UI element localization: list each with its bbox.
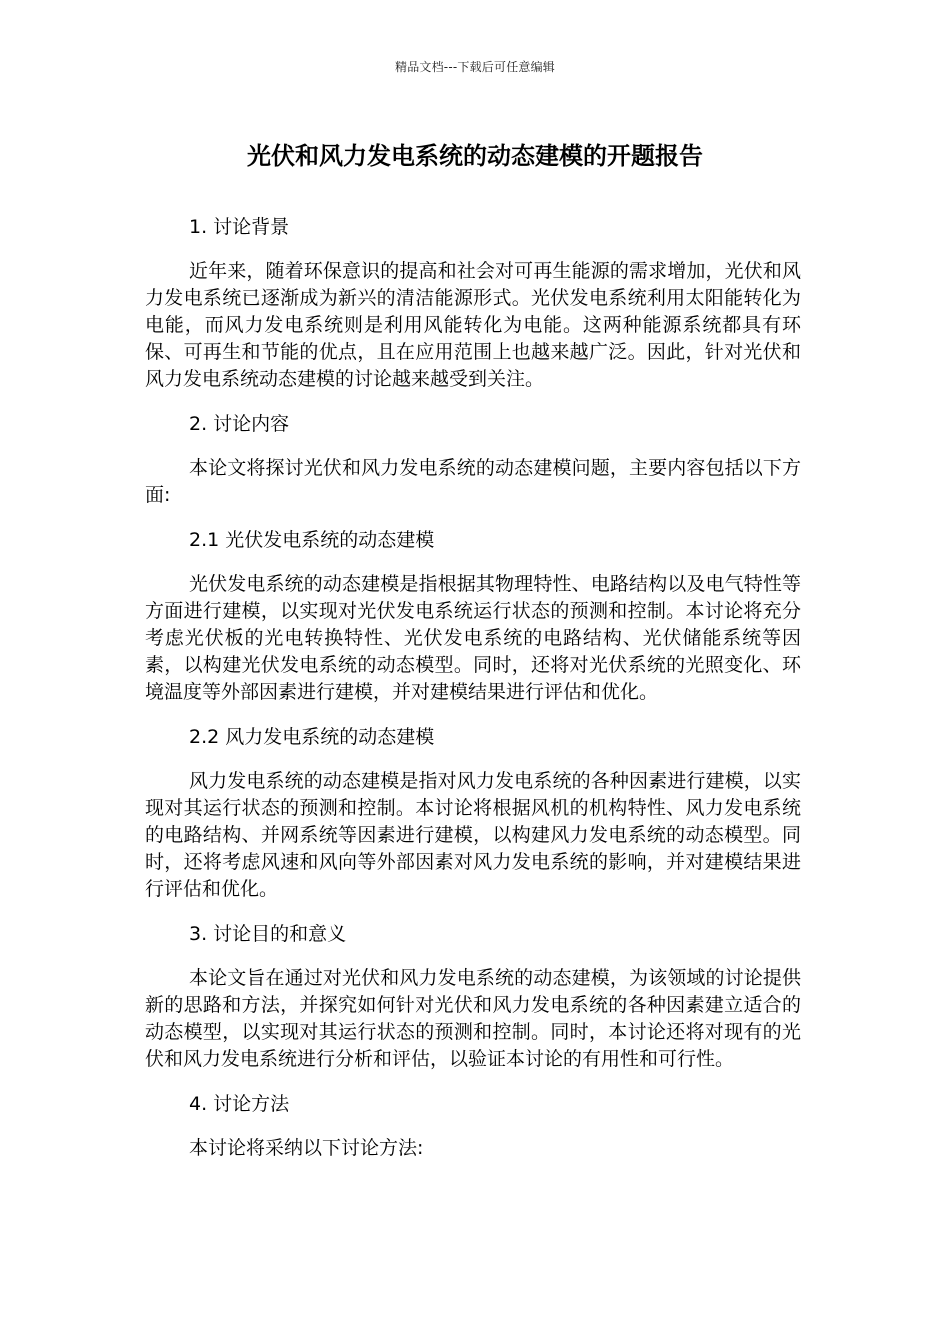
document-title: 光伏和风力发电系统的动态建模的开题报告: [247, 142, 703, 170]
section-paragraph-purpose: 本论文旨在通过对光伏和风力发电系统的动态建模，为该领域的讨论提供新的思路和方法，并探究如何针对光伏和风力发电系统的各种因素建立适合的动态模型，以实现对其运行状态的预测和控制。同时，本讨论还将对现有的光伏和风力发电系统进行分析和评估，以验证本讨论的有用性和可行性。: [145, 967, 801, 1070]
section-paragraph-background: 近年来，随着环保意识的提高和社会对可再生能源的需求增加，光伏和风力发电系统已逐渐成为新兴的清洁能源形式。光伏发电系统利用太阳能转化为电能，而风力发电系统则是利用风能转化为电能。这两种能源系统都具有环保、可再生和节能的优点，且在应用范围上也越来越广泛。因此，针对光伏和风力发电系统动态建模的讨论越来越受到关注。: [145, 260, 801, 390]
section-paragraph-content: 本论文将探讨光伏和风力发电系统的动态建模问题，主要内容包括以下方面:: [145, 457, 801, 506]
section-paragraph-methods: 本讨论将采纳以下讨论方法:: [189, 1137, 424, 1159]
section-heading-content: 2. 讨论内容: [189, 413, 290, 435]
document-body: [145, 214, 801, 1162]
section-heading-purpose: 3. 讨论目的和意义: [189, 923, 347, 945]
subsection-paragraph-pv-modeling: 光伏发电系统的动态建模是指根据其物理特性、电路结构以及电气特性等方面进行建模，以实现对光伏发电系统运行状态的预测和控制。本讨论将充分考虑光伏板的光电转换特性、光伏发电系统的电路结构、光伏储能系统等因素，以构建光伏发电系统的动态模型。同时，还将对光伏系统的光照变化、环境温度等外部因素进行建模，并对建模结果进行评估和优化。: [145, 573, 801, 703]
subsection-heading-pv-modeling: 2.1 光伏发电系统的动态建模: [189, 529, 435, 551]
section-heading-methods: 4. 讨论方法: [189, 1093, 290, 1115]
subsection-heading-wind-modeling: 2.2 风力发电系统的动态建模: [189, 726, 435, 748]
header-note: 精品文档---下载后可任意编辑: [395, 60, 555, 74]
section-heading-background: 1. 讨论背景: [189, 216, 290, 238]
subsection-paragraph-wind-modeling: 风力发电系统的动态建模是指对风力发电系统的各种因素进行建模，以实现对其运行状态的预测和控制。本讨论将根据风机的机构特性、风力发电系统的电路结构、并网系统等因素进行建模，以构建风力发电系统的动态模型。同时，还将考虑风速和风向等外部因素对风力发电系统的影响，并对建模结果进行评估和优化。: [145, 770, 801, 900]
